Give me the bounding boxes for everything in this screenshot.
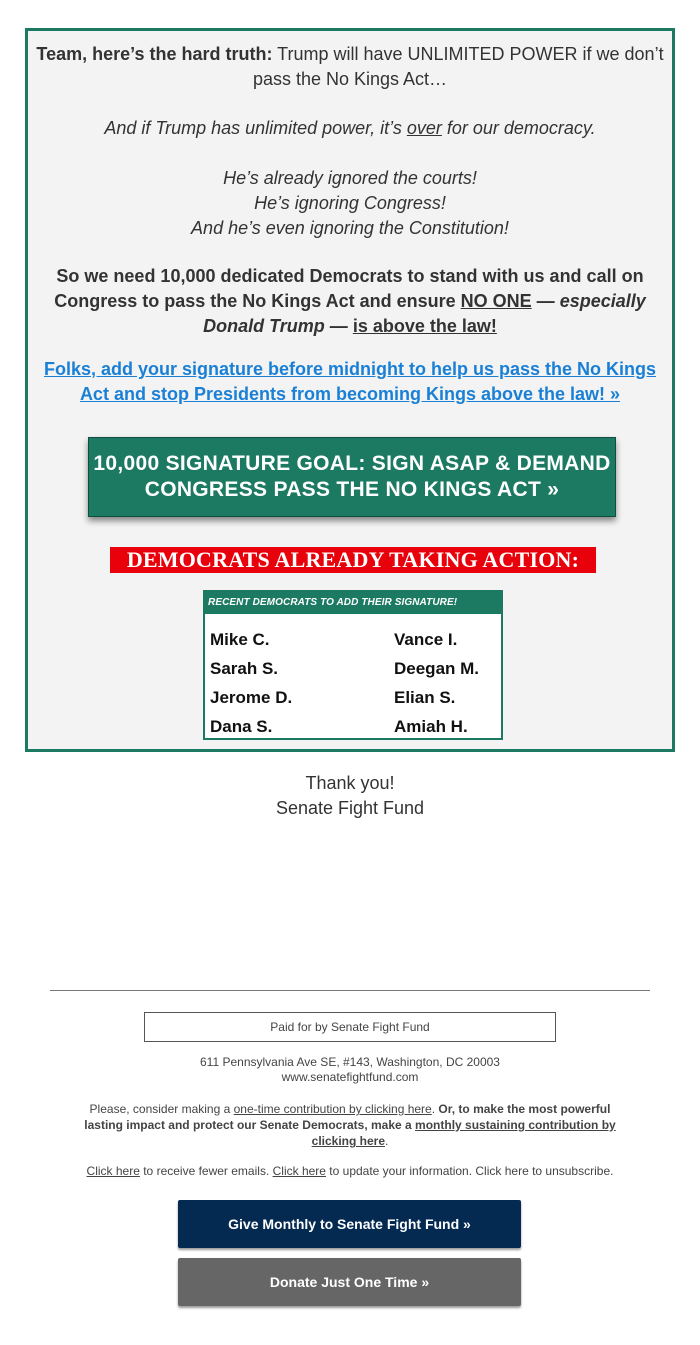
mailing-address: 611 Pennsylvania Ave SE, #143, Washington, DC 20003 [200, 1055, 500, 1069]
please-text-a: Please, consider making a [89, 1102, 234, 1116]
donate-once-button[interactable]: Donate Just One Time » [178, 1258, 521, 1306]
ask-text-a: So we need 10,000 dedicated Democrats to stand with us and call on Congress to pass the No Kings Act and ensure [54, 266, 644, 311]
democracy-text-a: And if Trump has unlimited power, it’s [104, 118, 407, 138]
hard-truth-text: Trump will have UNLIMITED POWER if we don’t pass the No Kings Act… [252, 44, 664, 89]
taking-action-banner: DEMOCRATS ALREADY TAKING ACTION: [110, 547, 596, 573]
ask-dash-1: — [531, 291, 560, 311]
fewer-emails-text: to receive fewer emails. [139, 1164, 273, 1178]
signer-name: Mike C. [210, 630, 270, 649]
ask-dash-2: — [324, 316, 353, 336]
one-time-contribution-link[interactable]: one-time contribution by clicking here [233, 1102, 432, 1116]
please-bold-text: Or, to make the most powerful lasting impact and protect our Senate Democrats, make a [84, 1102, 611, 1132]
sign-petition-link[interactable]: Folks, add your signature before midnight to help us pass the No Kings Act and stop Presidents from becoming Kings above the law! » [43, 359, 657, 404]
signer-name: Deegan M. [394, 659, 480, 678]
signer-name: Amiah H. [394, 717, 468, 736]
give-monthly-button[interactable]: Give Monthly to Senate Fight Fund » [178, 1200, 521, 1248]
ignoring-constitution: And he’s even ignoring the Constitution! [191, 218, 509, 238]
signatures-left-column [210, 625, 292, 741]
ask-above-law: is above the law! [352, 316, 497, 336]
recent-signatures-header: RECENT DEMOCRATS TO ADD THEIR SIGNATURE! [205, 592, 501, 614]
ask-paragraph [50, 264, 650, 339]
signature-goal-line1: 10,000 SIGNATURE GOAL: SIGN ASAP & DEMAND [93, 452, 611, 475]
monthly-contribution-link[interactable]: monthly sustaining contribution by clicking here [311, 1118, 616, 1148]
please-text-c: . [385, 1134, 389, 1148]
signer-name: Sarah S. [210, 659, 279, 678]
ignoring-congress: He’s ignoring Congress! [254, 193, 446, 213]
update-info-link[interactable]: Click here [272, 1164, 326, 1178]
footer-address [0, 1055, 700, 1085]
paid-for-box: Paid for by Senate Fight Fund [144, 1012, 556, 1042]
footer-divider [50, 990, 650, 991]
ignoring-paragraph [28, 166, 672, 241]
signer-name: Elian S. [394, 688, 456, 707]
recent-signatures-box [203, 590, 503, 740]
signature-goal-button[interactable] [88, 437, 616, 517]
message-box [25, 28, 675, 752]
website-url: www.senatefightfund.com [281, 1070, 419, 1084]
contribution-paragraph [70, 1101, 630, 1149]
signer-name: Dana S. [210, 717, 273, 736]
ignoring-courts: He’s already ignored the courts! [223, 168, 477, 188]
democracy-paragraph [28, 116, 672, 141]
signer-name: Vance I. [394, 630, 458, 649]
ask-especially: especially Donald Trump [203, 291, 646, 336]
please-text-b: . [431, 1102, 439, 1116]
email-preferences [0, 1163, 700, 1179]
signatures-right-column [394, 625, 479, 741]
democracy-text-b: for our democracy. [441, 118, 596, 138]
hard-truth-paragraph [28, 42, 672, 92]
update-info-text: to update your information. Click here to unsubscribe. [325, 1164, 614, 1178]
signoff-org: Senate Fight Fund [275, 798, 425, 818]
signature-goal-line2: CONGRESS PASS THE NO KINGS ACT » [144, 478, 560, 501]
signer-name: Jerome D. [210, 688, 293, 707]
democracy-over: over [406, 118, 442, 138]
fewer-emails-link[interactable]: Click here [86, 1164, 140, 1178]
thank-you-text: Thank you! [305, 773, 395, 793]
ask-no-one: NO ONE [460, 291, 532, 311]
signoff [0, 771, 700, 821]
hard-truth-lead: Team, here’s the hard truth: [36, 44, 273, 64]
